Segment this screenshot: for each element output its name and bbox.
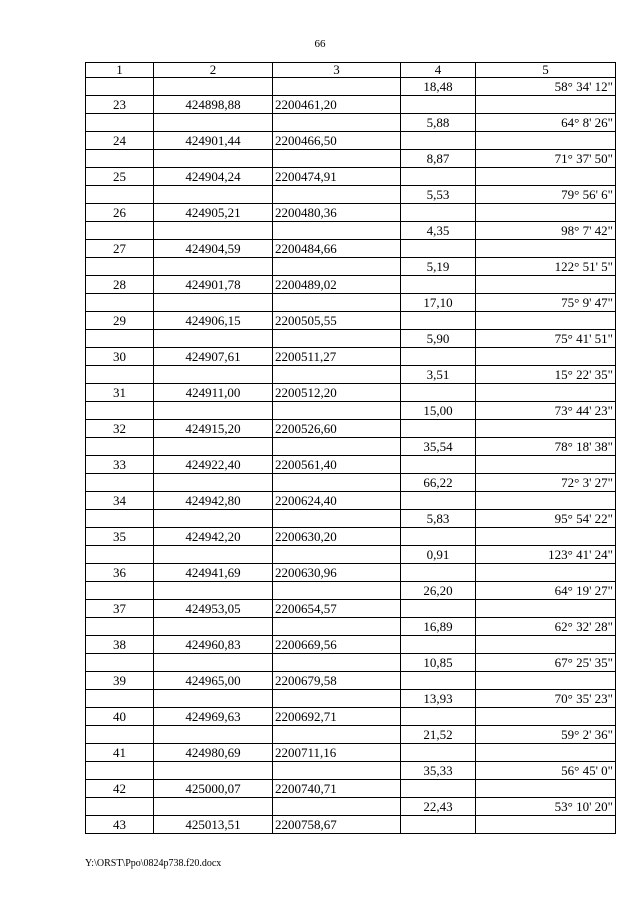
distance-cell [401,96,476,114]
distance-cell: 35,54 [401,438,476,456]
table-row [86,816,616,834]
x-coordinate-cell [154,222,273,240]
y-coordinate-cell: 2200711,16 [273,744,401,762]
y-coordinate-cell [273,546,401,564]
point-number-cell: 39 [86,672,154,690]
table-row [86,96,616,114]
table-row [86,168,616,186]
x-coordinate-cell [154,654,273,672]
table-row [86,762,616,780]
point-number-cell: 34 [86,492,154,510]
x-coordinate-cell: 424906,15 [154,312,273,330]
table-row [86,366,616,384]
y-coordinate-cell: 2200489,02 [273,276,401,294]
y-coordinate-cell: 2200630,96 [273,564,401,582]
table-row [86,132,616,150]
distance-cell [401,528,476,546]
y-coordinate-cell [273,186,401,204]
x-coordinate-cell [154,798,273,816]
x-coordinate-cell: 424942,80 [154,492,273,510]
angle-cell: 59° 2' 36" [476,726,616,744]
y-coordinate-cell [273,798,401,816]
distance-cell [401,132,476,150]
table-row [86,402,616,420]
table-row [86,726,616,744]
table-row [86,384,616,402]
angle-cell [476,420,616,438]
x-coordinate-cell [154,618,273,636]
distance-cell [401,240,476,258]
y-coordinate-cell [273,726,401,744]
distance-cell [401,564,476,582]
y-coordinate-cell [273,330,401,348]
x-coordinate-cell [154,366,273,384]
table-header-row [86,63,616,78]
point-number-cell: 31 [86,384,154,402]
point-number-cell: 26 [86,204,154,222]
angle-cell [476,456,616,474]
x-coordinate-cell: 424904,59 [154,240,273,258]
angle-cell: 73° 44' 23" [476,402,616,420]
table-row [86,186,616,204]
table-row [86,618,616,636]
x-coordinate-cell [154,546,273,564]
angle-cell: 70° 35' 23" [476,690,616,708]
table-row [86,456,616,474]
table-row [86,636,616,654]
point-number-cell: 41 [86,744,154,762]
angle-cell [476,240,616,258]
distance-cell [401,492,476,510]
angle-cell [476,96,616,114]
x-coordinate-cell: 424907,61 [154,348,273,366]
document-path-footer: Y:\ORST\Ppo\0824p738.f20.docx [85,858,222,869]
point-number-cell: 28 [86,276,154,294]
distance-cell: 35,33 [401,762,476,780]
distance-cell: 5,83 [401,510,476,528]
angle-cell: 75° 9' 47" [476,294,616,312]
point-number-cell: 36 [86,564,154,582]
angle-cell: 15° 22' 35" [476,366,616,384]
distance-cell: 26,20 [401,582,476,600]
point-number-cell [86,618,154,636]
x-coordinate-cell: 424911,00 [154,384,273,402]
distance-cell [401,168,476,186]
point-number-cell [86,294,154,312]
table-row [86,744,616,762]
x-coordinate-cell: 424960,83 [154,636,273,654]
distance-cell [401,312,476,330]
distance-cell: 3,51 [401,366,476,384]
angle-cell [476,744,616,762]
distance-cell [401,348,476,366]
y-coordinate-cell: 2200466,50 [273,132,401,150]
distance-cell [401,420,476,438]
table-row [86,798,616,816]
point-number-cell [86,474,154,492]
table-row [86,312,616,330]
point-number-cell [86,762,154,780]
distance-cell [401,708,476,726]
table-row [86,780,616,798]
page-number: 66 [314,38,326,50]
point-number-cell: 40 [86,708,154,726]
distance-cell [401,384,476,402]
coordinates-table [85,62,616,834]
column-header-1: 1 [86,63,154,78]
angle-cell: 71° 37' 50" [476,150,616,168]
x-coordinate-cell [154,474,273,492]
y-coordinate-cell [273,222,401,240]
angle-cell [476,348,616,366]
point-number-cell: 24 [86,132,154,150]
angle-cell [476,780,616,798]
y-coordinate-cell [273,690,401,708]
y-coordinate-cell: 2200758,67 [273,816,401,834]
x-coordinate-cell [154,582,273,600]
angle-cell [476,312,616,330]
angle-cell [476,384,616,402]
distance-cell [401,600,476,618]
point-number-cell [86,258,154,276]
x-coordinate-cell: 424942,20 [154,528,273,546]
distance-cell [401,744,476,762]
table-row [86,546,616,564]
point-number-cell: 43 [86,816,154,834]
point-number-cell [86,366,154,384]
distance-cell [401,816,476,834]
x-coordinate-cell: 424953,05 [154,600,273,618]
angle-cell: 62° 32' 28" [476,618,616,636]
point-number-cell: 37 [86,600,154,618]
column-header-4: 4 [401,63,476,78]
distance-cell: 22,43 [401,798,476,816]
point-number-cell [86,582,154,600]
angle-cell: 64° 19' 27" [476,582,616,600]
angle-cell [476,708,616,726]
x-coordinate-cell [154,150,273,168]
angle-cell [476,528,616,546]
distance-cell [401,672,476,690]
distance-cell [401,780,476,798]
angle-cell: 67° 25' 35" [476,654,616,672]
table-body [86,78,616,834]
column-header-2: 2 [154,63,273,78]
table-row [86,690,616,708]
table-row [86,204,616,222]
angle-cell [476,132,616,150]
x-coordinate-cell [154,402,273,420]
x-coordinate-cell [154,438,273,456]
angle-cell [476,672,616,690]
x-coordinate-cell [154,114,273,132]
y-coordinate-cell [273,366,401,384]
point-number-cell [86,438,154,456]
y-coordinate-cell: 2200512,20 [273,384,401,402]
point-number-cell: 32 [86,420,154,438]
angle-cell [476,636,616,654]
x-coordinate-cell [154,78,273,96]
point-number-cell [86,78,154,96]
y-coordinate-cell [273,402,401,420]
table-row [86,240,616,258]
angle-cell [476,204,616,222]
x-coordinate-cell [154,690,273,708]
x-coordinate-cell: 424941,69 [154,564,273,582]
angle-cell [476,168,616,186]
table-row [86,348,616,366]
point-number-cell [86,330,154,348]
y-coordinate-cell: 2200740,71 [273,780,401,798]
y-coordinate-cell [273,294,401,312]
y-coordinate-cell: 2200461,20 [273,96,401,114]
angle-cell [476,276,616,294]
point-number-cell: 30 [86,348,154,366]
y-coordinate-cell [273,762,401,780]
angle-cell: 58° 34' 12" [476,78,616,96]
distance-cell [401,456,476,474]
point-number-cell: 29 [86,312,154,330]
y-coordinate-cell: 2200679,58 [273,672,401,690]
y-coordinate-cell [273,78,401,96]
angle-cell: 78° 18' 38" [476,438,616,456]
y-coordinate-cell: 2200526,60 [273,420,401,438]
y-coordinate-cell [273,618,401,636]
angle-cell [476,564,616,582]
x-coordinate-cell [154,762,273,780]
y-coordinate-cell: 2200654,57 [273,600,401,618]
point-number-cell [86,114,154,132]
point-number-cell [86,546,154,564]
x-coordinate-cell: 424905,21 [154,204,273,222]
y-coordinate-cell: 2200630,20 [273,528,401,546]
table-row [86,330,616,348]
angle-cell: 56° 45' 0" [476,762,616,780]
distance-cell: 15,00 [401,402,476,420]
distance-cell: 13,93 [401,690,476,708]
point-number-cell: 23 [86,96,154,114]
point-number-cell: 25 [86,168,154,186]
angle-cell [476,816,616,834]
x-coordinate-cell: 424898,88 [154,96,273,114]
table-row [86,672,616,690]
y-coordinate-cell: 2200561,40 [273,456,401,474]
table-row [86,510,616,528]
x-coordinate-cell [154,510,273,528]
table-row [86,600,616,618]
table-row [86,150,616,168]
y-coordinate-cell: 2200511,27 [273,348,401,366]
table-row [86,294,616,312]
y-coordinate-cell: 2200474,91 [273,168,401,186]
point-number-cell [86,222,154,240]
x-coordinate-cell: 424901,44 [154,132,273,150]
column-header-5: 5 [476,63,616,78]
angle-cell: 72° 3' 27" [476,474,616,492]
distance-cell: 17,10 [401,294,476,312]
distance-cell [401,204,476,222]
point-number-cell [86,150,154,168]
x-coordinate-cell: 424904,24 [154,168,273,186]
distance-cell: 5,19 [401,258,476,276]
table-row [86,654,616,672]
point-number-cell: 27 [86,240,154,258]
x-coordinate-cell: 425000,07 [154,780,273,798]
y-coordinate-cell: 2200505,55 [273,312,401,330]
distance-cell: 21,52 [401,726,476,744]
x-coordinate-cell: 424965,00 [154,672,273,690]
angle-cell: 53° 10' 20" [476,798,616,816]
distance-cell: 5,90 [401,330,476,348]
y-coordinate-cell: 2200692,71 [273,708,401,726]
angle-cell: 79° 56' 6" [476,186,616,204]
distance-cell: 5,53 [401,186,476,204]
y-coordinate-cell [273,510,401,528]
distance-cell: 5,88 [401,114,476,132]
point-number-cell: 35 [86,528,154,546]
point-number-cell [86,510,154,528]
table-row [86,528,616,546]
angle-cell: 122° 51' 5" [476,258,616,276]
x-coordinate-cell: 424969,63 [154,708,273,726]
point-number-cell [86,402,154,420]
table-row [86,114,616,132]
distance-cell: 0,91 [401,546,476,564]
x-coordinate-cell [154,294,273,312]
x-coordinate-cell [154,330,273,348]
table-row [86,474,616,492]
point-number-cell [86,186,154,204]
y-coordinate-cell [273,474,401,492]
column-header-3: 3 [273,63,401,78]
angle-cell [476,600,616,618]
table-row [86,564,616,582]
point-number-cell [86,798,154,816]
y-coordinate-cell [273,654,401,672]
angle-cell: 95° 54' 22" [476,510,616,528]
distance-cell: 10,85 [401,654,476,672]
angle-cell: 98° 7' 42" [476,222,616,240]
angle-cell [476,492,616,510]
x-coordinate-cell [154,258,273,276]
table-row [86,438,616,456]
table-row [86,78,616,96]
point-number-cell: 33 [86,456,154,474]
point-number-cell [86,654,154,672]
table-row [86,420,616,438]
y-coordinate-cell: 2200480,36 [273,204,401,222]
point-number-cell [86,690,154,708]
table-row [86,708,616,726]
table-row [86,492,616,510]
y-coordinate-cell [273,438,401,456]
x-coordinate-cell [154,726,273,744]
distance-cell [401,636,476,654]
point-number-cell: 42 [86,780,154,798]
y-coordinate-cell [273,114,401,132]
angle-cell: 123° 41' 24" [476,546,616,564]
y-coordinate-cell: 2200669,56 [273,636,401,654]
x-coordinate-cell: 424922,40 [154,456,273,474]
x-coordinate-cell: 424901,78 [154,276,273,294]
table-row [86,582,616,600]
y-coordinate-cell [273,258,401,276]
distance-cell: 8,87 [401,150,476,168]
distance-cell: 18,48 [401,78,476,96]
distance-cell: 66,22 [401,474,476,492]
table-row [86,258,616,276]
distance-cell: 4,35 [401,222,476,240]
y-coordinate-cell [273,582,401,600]
angle-cell: 75° 41' 51" [476,330,616,348]
x-coordinate-cell [154,186,273,204]
y-coordinate-cell [273,150,401,168]
point-number-cell [86,726,154,744]
y-coordinate-cell: 2200624,40 [273,492,401,510]
x-coordinate-cell: 424980,69 [154,744,273,762]
y-coordinate-cell: 2200484,66 [273,240,401,258]
angle-cell: 64° 8' 26" [476,114,616,132]
distance-cell: 16,89 [401,618,476,636]
distance-cell [401,276,476,294]
point-number-cell: 38 [86,636,154,654]
x-coordinate-cell: 425013,51 [154,816,273,834]
x-coordinate-cell: 424915,20 [154,420,273,438]
table-row [86,222,616,240]
table-row [86,276,616,294]
